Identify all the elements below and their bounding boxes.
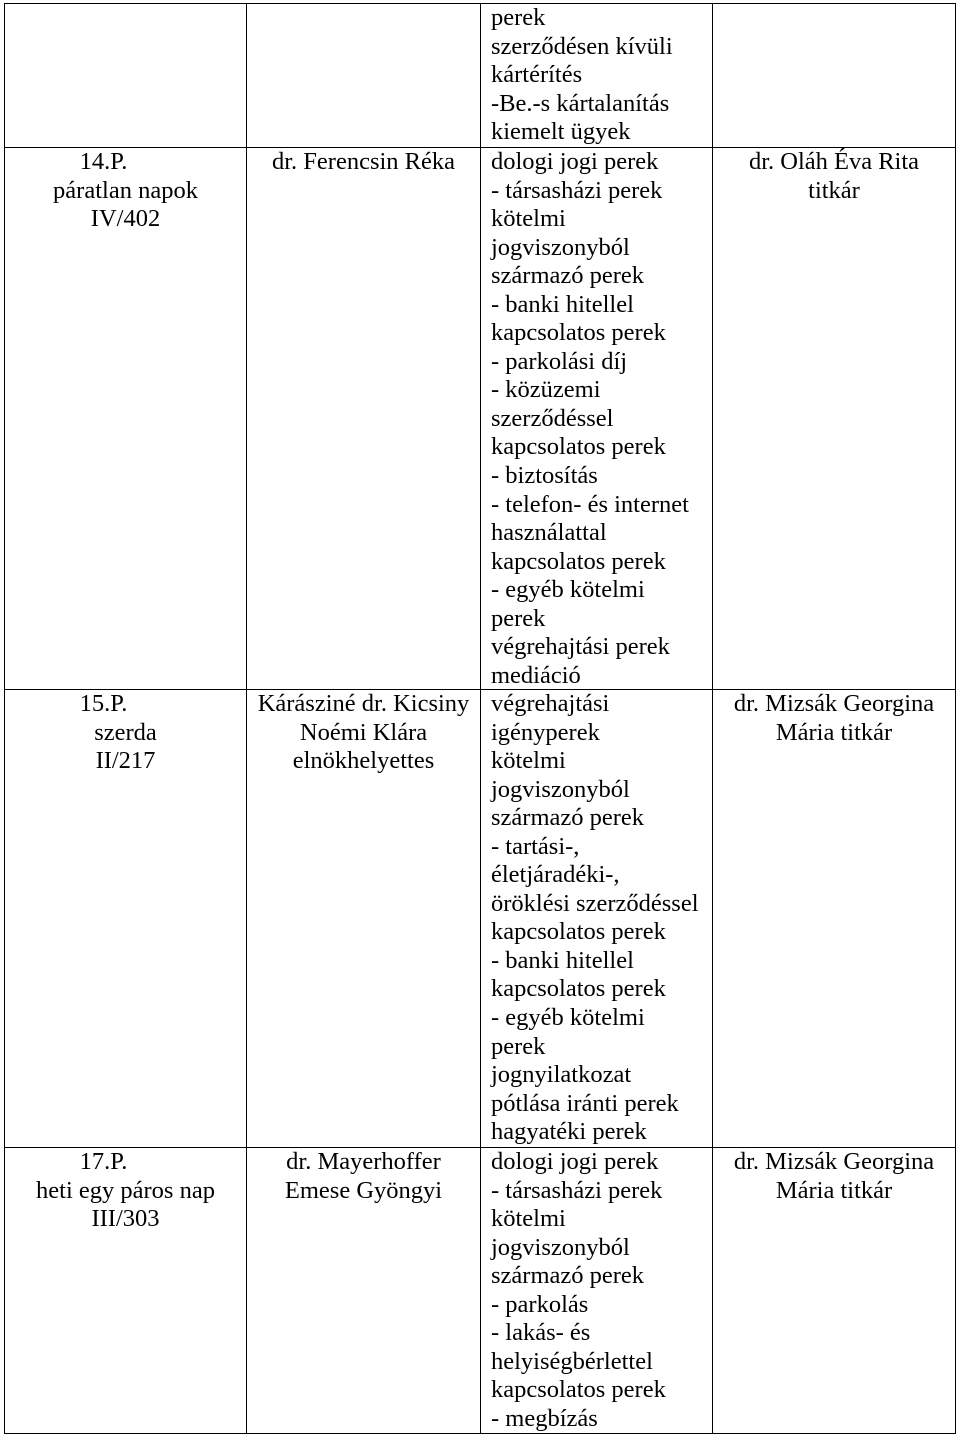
case-type-line: dologi jogi perek: [491, 148, 659, 175]
case-type-line: hagyatéki perek: [491, 1118, 647, 1146]
schedule-line: 15.P.: [79, 690, 128, 717]
judge-cell: [247, 690, 481, 1148]
case-type-line: - telefon- és internet: [491, 490, 689, 518]
case-type-line: - banki hitellel: [491, 290, 634, 318]
secretary-line: Mária titkár: [775, 1176, 893, 1204]
case-type-line: kötelmi: [491, 205, 566, 233]
case-type-line: kötelmi: [491, 1205, 566, 1233]
case-type-line: pótlása iránti perek: [491, 1089, 679, 1117]
case-type-line: kapcsolatos perek: [491, 319, 666, 347]
judge-cell: [247, 4, 481, 148]
case-type-line: jogviszonyból: [491, 775, 630, 803]
case-type-line: végrehajtási: [491, 690, 610, 717]
schedule-line: páratlan napok: [53, 176, 198, 204]
schedule-line: heti egy páros nap: [36, 1176, 215, 1204]
secretary-line: dr. Mizsák Georgina: [733, 1148, 935, 1175]
secretary-line: dr. Mizsák Georgina: [733, 690, 935, 717]
schedule-cell: [5, 148, 247, 690]
schedule-cell: [5, 1148, 247, 1434]
case-type-line: jognyilatkozat: [491, 1061, 632, 1089]
case-types-cell: [481, 4, 713, 148]
case-type-line: - biztosítás: [491, 462, 598, 490]
case-type-line: kapcsolatos perek: [491, 918, 666, 946]
case-type-line: - megbízás: [491, 1404, 598, 1432]
judge-cell: [247, 1148, 481, 1434]
secretary-cell: [713, 1148, 956, 1434]
case-type-line: származó perek: [491, 804, 645, 832]
schedule-line: 14.P.: [79, 148, 128, 175]
case-allocation-table: [4, 3, 956, 1434]
case-type-line: - tartási-,: [491, 832, 580, 860]
schedule-line: IV/402: [90, 205, 161, 233]
judge-name-line: Noémi Klára: [299, 718, 428, 746]
secretary-cell: [713, 690, 956, 1148]
case-type-line: jogviszonyból: [491, 1233, 630, 1261]
case-type-line: szerződésen kívüli: [491, 32, 673, 60]
case-type-line: mediáció: [491, 661, 581, 689]
case-types-cell: [481, 1148, 713, 1434]
case-type-line: kapcsolatos perek: [491, 1376, 666, 1404]
case-type-line: perek: [491, 4, 546, 31]
case-type-line: - társasházi perek: [491, 1176, 663, 1204]
judge-cell: [247, 148, 481, 690]
case-type-line: - egyéb kötelmi: [491, 1004, 645, 1032]
secretary-cell: [713, 4, 956, 148]
case-type-line: perek: [491, 1032, 546, 1060]
case-type-line: végrehajtási perek: [491, 633, 670, 661]
case-type-line: származó perek: [491, 1262, 645, 1290]
case-type-line: - egyéb kötelmi: [491, 576, 645, 604]
judge-name-line: elnökhelyettes: [292, 747, 435, 775]
schedule-cell: [5, 690, 247, 1148]
case-type-line: használattal: [491, 519, 607, 547]
secretary-line: dr. Oláh Éva Rita: [748, 148, 920, 175]
case-type-line: - parkolási díj: [491, 347, 628, 375]
schedule-cell: [5, 4, 247, 148]
schedule-line: szerda: [94, 718, 157, 746]
judge-name-line: dr. Ferencsin Réka: [271, 148, 456, 175]
judge-name-line: Emese Gyöngyi: [284, 1176, 443, 1204]
case-type-line: kapcsolatos perek: [491, 433, 666, 461]
case-type-line: életjáradéki-,: [491, 861, 620, 889]
case-type-line: kapcsolatos perek: [491, 547, 666, 575]
case-type-line: kártérítés: [491, 61, 583, 89]
case-types-cell: [481, 690, 713, 1148]
case-type-line: szerződéssel: [491, 404, 614, 432]
case-type-line: - parkolás: [491, 1290, 589, 1318]
case-type-line: -Be.-s kártalanítás: [491, 89, 670, 117]
case-type-line: származó perek: [491, 262, 645, 290]
case-type-line: jogviszonyból: [491, 233, 630, 261]
secretary-line: titkár: [808, 176, 860, 204]
case-type-line: - közüzemi: [491, 376, 601, 404]
case-type-line: - társasházi perek: [491, 176, 663, 204]
secretary-line: Mária titkár: [775, 718, 893, 746]
schedule-line: II/217: [95, 747, 156, 775]
case-type-line: kapcsolatos perek: [491, 975, 666, 1003]
schedule-line: III/303: [91, 1205, 160, 1233]
case-type-line: helyiségbérlettel: [491, 1347, 653, 1375]
judge-name-line: dr. Mayerhoffer: [286, 1148, 441, 1175]
case-type-line: perek: [491, 604, 546, 632]
case-type-line: - banki hitellel: [491, 946, 634, 974]
case-type-line: öröklési szerződéssel: [491, 889, 699, 917]
case-type-line: kiemelt ügyek: [491, 118, 631, 146]
case-type-line: igényperek: [491, 718, 600, 746]
judge-name-line: Kárásziné dr. Kicsiny: [257, 690, 470, 717]
case-type-line: - lakás- és: [491, 1319, 591, 1347]
case-type-line: dologi jogi perek: [491, 1148, 659, 1175]
schedule-line: 17.P.: [79, 1148, 128, 1175]
case-type-line: kötelmi: [491, 747, 566, 775]
secretary-cell: [713, 148, 956, 690]
case-types-cell: [481, 148, 713, 690]
